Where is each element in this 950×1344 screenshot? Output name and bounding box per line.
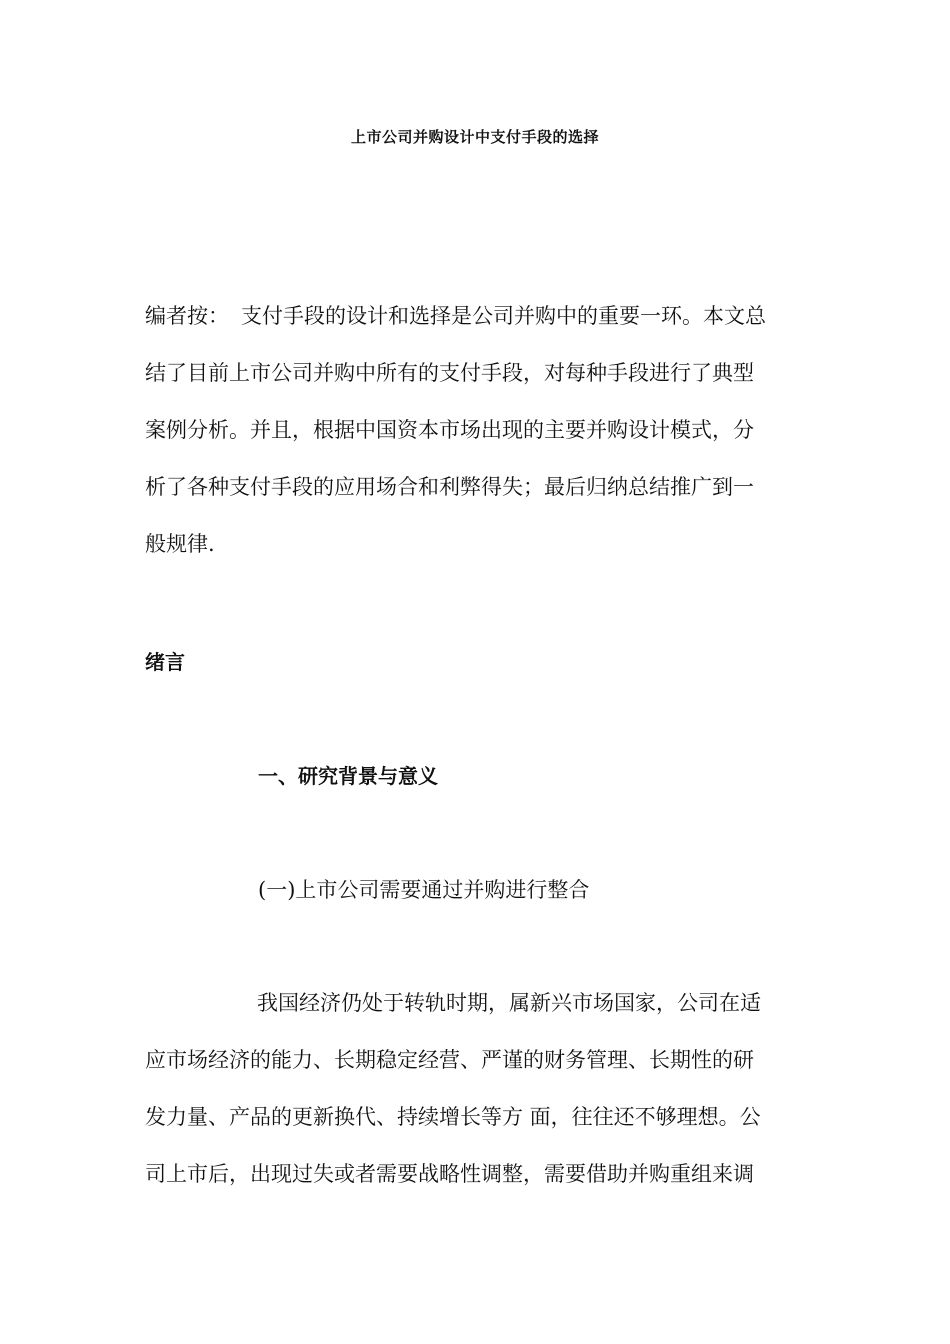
editor-note-line-3: 案例分析。并且，根据中国资本市场出现的主要并购设计模式，分: [145, 418, 754, 442]
body-paragraph: [145, 975, 805, 1203]
body-line-4: 司上市后，出现过失或者需要战略性调整，需要借助并购重组来调: [145, 1162, 754, 1186]
body-line-1: 我国经济仍处于转轨时期，属新兴市场国家，公司在适: [257, 991, 761, 1015]
editor-note-text-1: 支付手段的设计和选择是公司并购中的重要一环。本文总: [241, 304, 766, 328]
section-intro-heading: 绪言: [145, 650, 185, 674]
editor-note-line-4: 析了各种支付手段的应用场合和利弊得失；最后归纳总结推广到一: [145, 475, 754, 499]
editor-note-line-2: 结了目前上市公司并购中所有的支付手段，对每种手段进行了典型: [145, 361, 754, 385]
section-1-heading: 一、研究背景与意义: [258, 764, 438, 788]
editor-note: [145, 288, 805, 573]
editor-note-line-5: 般规律.: [145, 532, 215, 556]
editor-note-line-1: [145, 288, 805, 345]
editor-note-label: 编者按：: [145, 304, 229, 328]
body-line-3: 发力量、产品的更新换代、持续增长等方 面，往往还不够理想。公: [145, 1105, 761, 1129]
document-title: 上市公司并购设计中支付手段的选择: [350, 128, 599, 146]
subsection-1-heading: (一)上市公司需要通过并购进行整合: [258, 878, 590, 902]
body-line-2: 应市场经济的能力、长期稳定经营、严谨的财务管理、长期性的研: [145, 1048, 754, 1072]
